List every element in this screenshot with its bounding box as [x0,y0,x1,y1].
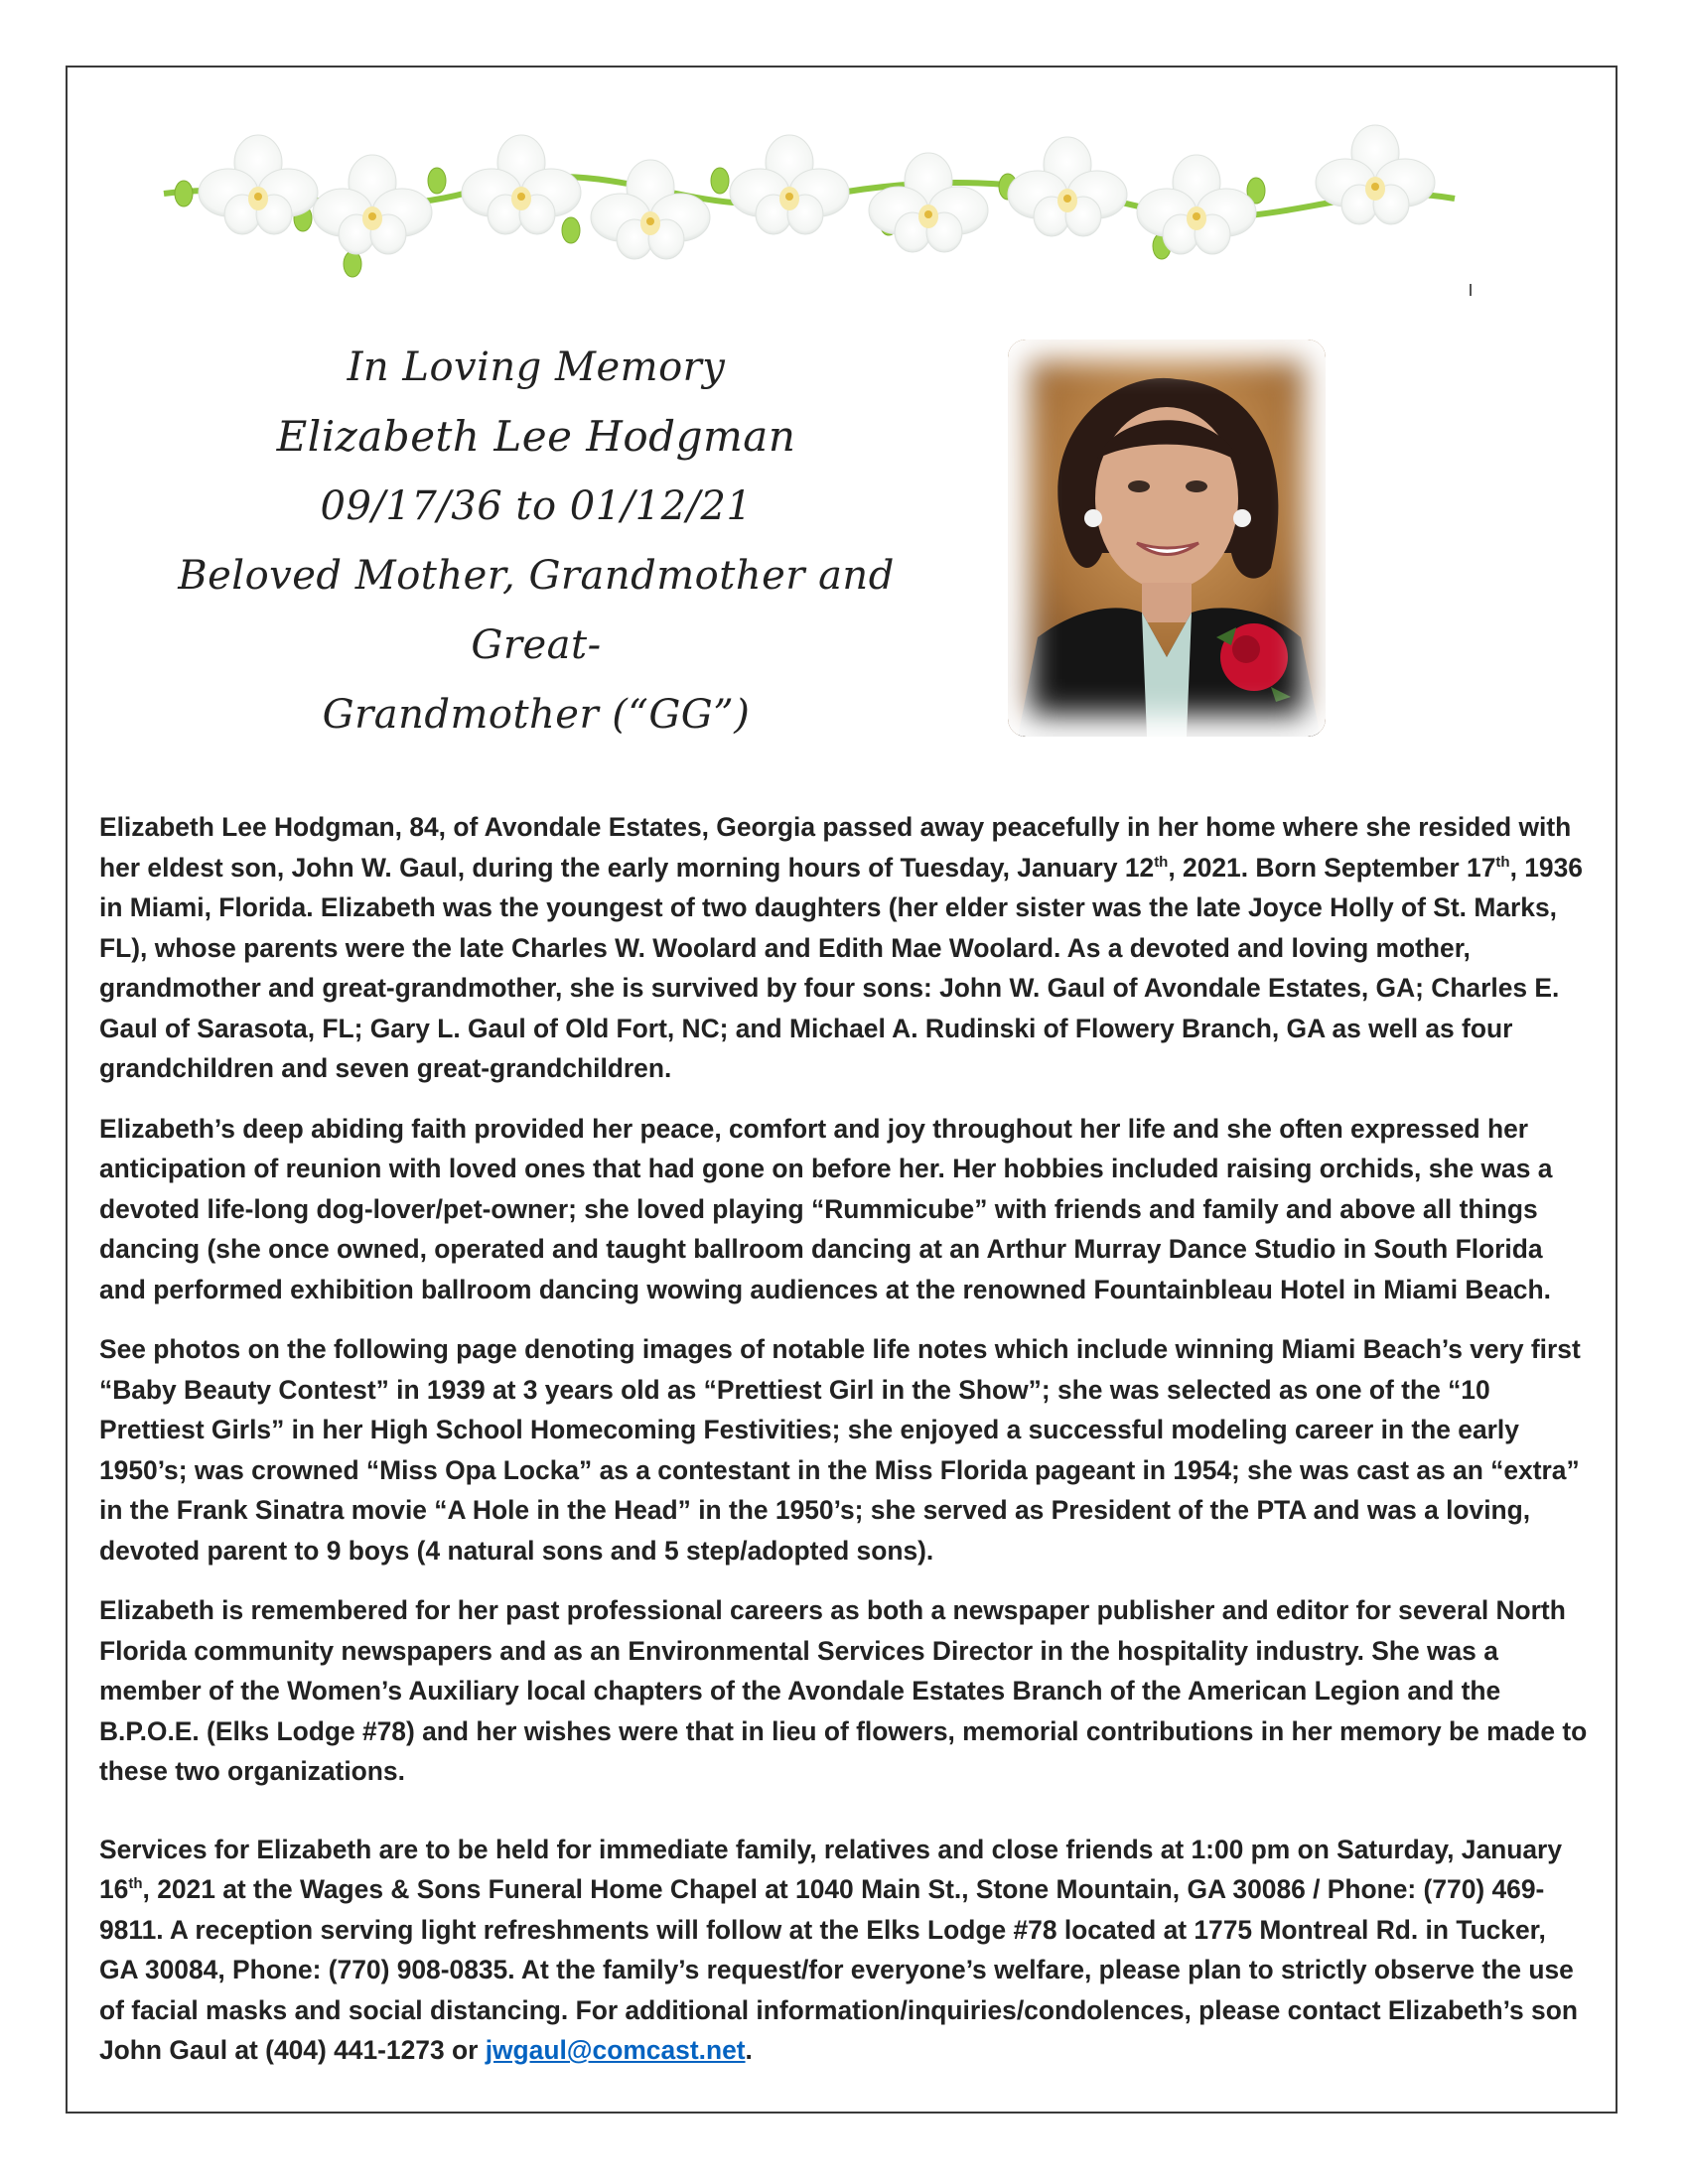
stray-mark [1470,284,1472,296]
header-tribute-line-1: Beloved Mother, Grandmother and Great- [178,553,895,668]
header-name: Elizabeth Lee Hodgman [276,412,796,461]
paragraph-biography: Elizabeth Lee Hodgman, 84, of Avondale Estates, Georgia passed away peacefully in her home where she resided with her eldest son, John W. Gaul, during the early morning hours of Tuesday, January 12th, 2021. Born September 17th, 1936 in Miami, Florida. Elizabeth was the youngest of two daughters (her elder sister was the late Joyce Holly of St. Marks, FL), whose parents were the late Charles W. Woolard and Edith Mae Woolard. As a devoted and loving mother, grandmother and great-grandmother, she is survived by four sons: John W. Gaul of Avondale Estates, GA; Charles E. Gaul of Sarasota, FL; Gary L. Gaul of Old Fort, NC; and Michael A. Rudinski of Flowery Branch, GA as well as four grandchildren and seven great-grandchildren. [99,812,1583,1083]
obituary-body [99,807,1589,2091]
paragraph-services: Services for Elizabeth are to be held for immediate family, relatives and close friends at 1:00 pm on Saturday, January 16th, 2021 at the Wages & Sons Funeral Home Chapel at 1040 Main St., Stone Mountain, GA 30086 / Phone: (770) 469-9811. A reception serving light refreshments will follow at the Elks Lodge #78 located at 1775 Montreal Rd. in Tucker, GA 30084, Phone: (770) 908-0835. At the family’s request/for everyone’s welfare, please plan to strictly observe the use of facial masks and social distancing. For additional information/inquiries/condolences, please contact Elizabeth’s son John Gaul at (404) 441-1273 or jwgaul@comcast.net. [99,1834,1578,2065]
orchid-banner-image [154,119,1465,288]
paragraph-careers: Elizabeth is remembered for her past professional careers as both a newspaper publisher and editor for several North Florida community newspapers and as an Environmental Services Director in the hospitality industry. She was a member of the Women’s Auxiliary local chapters of the Avondale Estates Branch of the American Legion and the B.P.O.E. (Elks Lodge #78) and her wishes were that in lieu of flowers, memorial contributions in her memory be made to these two organizations. [99,1595,1588,1786]
memorial-header [119,333,953,750]
header-dates: 09/17/36 to 01/12/21 [320,483,753,529]
header-tribute-line-2: Grandmother (“GG”) [322,692,751,738]
portrait-photo [1008,340,1326,737]
paragraph-faith-hobbies: Elizabeth’s deep abiding faith provided her peace, comfort and joy throughout her life and she often expressed her anticipation of reunion with loved ones that had gone on before her. Her hobbies included raising orchids, she was a devoted life-long dog-lover/pet-owner; she loved playing “Rummicube” with friends and family and above all things dancing (she once owned, operated and taught ballroom dancing at an Arthur Murray Dance Studio in South Florida and performed exhibition ballroom dancing wowing audiences at the renowned Fountainbleau Hotel in Miami Beach. [99,1113,1553,1304]
paragraph-life-notes: See photos on the following page denoting images of notable life notes which include winning Miami Beach’s very first “Baby Beauty Contest” in 1939 at 3 years old as “Prettiest Girl in the Show”; she was selected as one of the “10 Prettiest Girls” in her High School Homecoming Festivities; she enjoyed a successful modeling career in the early 1950’s; was crowned “Miss Opa Locka” as a contestant in the Miss Florida pageant in 1954; she was cast as an “extra” in the Frank Sinatra movie “A Hole in the Head” in the 1950’s; she served as President of the PTA and was a loving, devoted parent to 9 boys (4 natural sons and 5 step/adopted sons). [99,1334,1581,1566]
email-link[interactable]: jwgaul@comcast.net [485,2035,746,2065]
header-in-loving-memory: In Loving Memory [347,344,726,390]
